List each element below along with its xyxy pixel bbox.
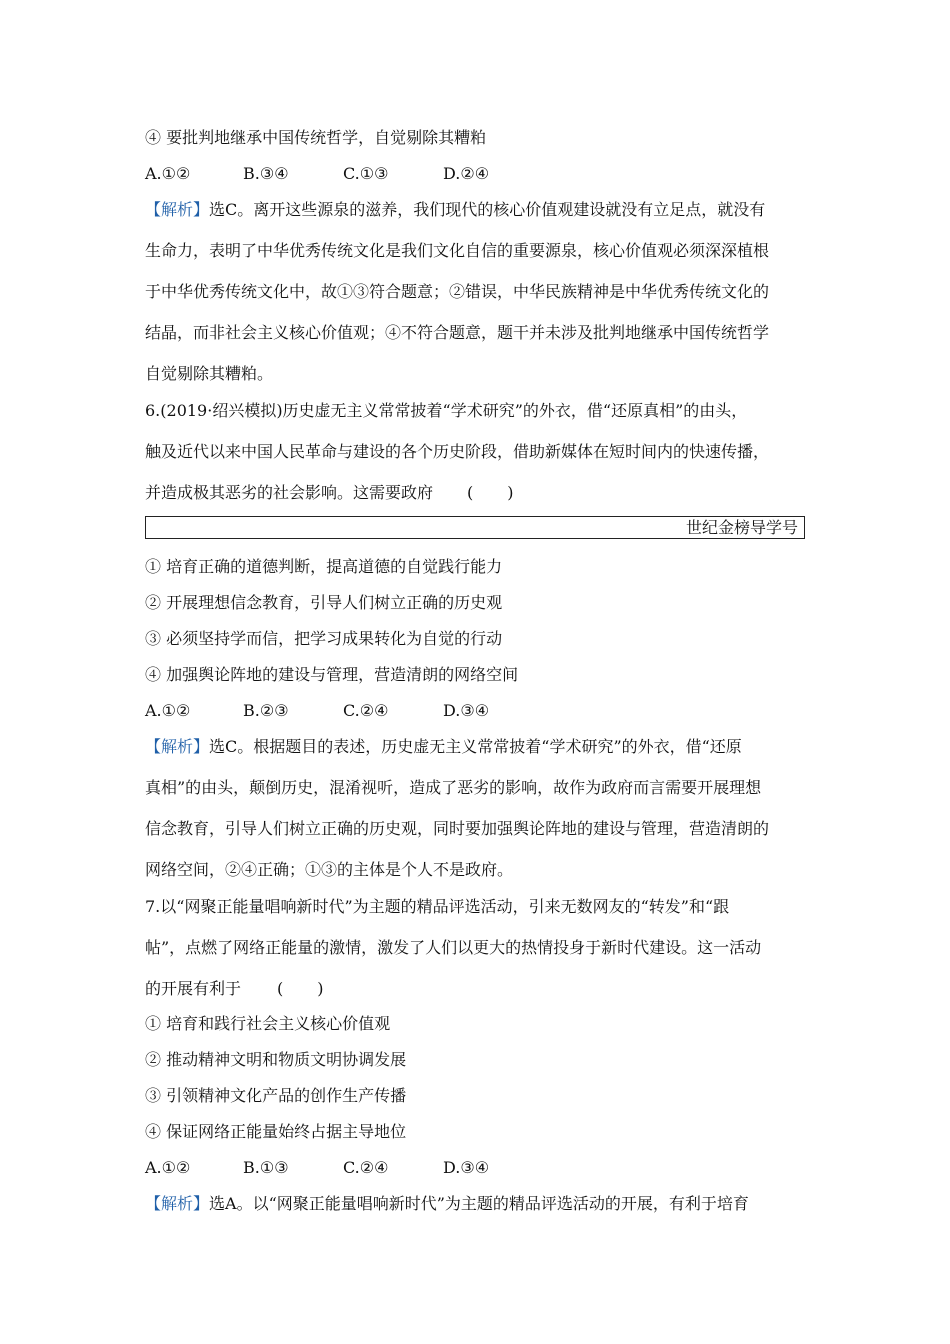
q6-item-4: ④ 加强舆论阵地的建设与管理，营造清朗的网络空间 [145, 665, 519, 684]
q5-option-a: A.①② [145, 164, 191, 183]
q7-stem-line-1: 7.以“网聚正能量唱响新时代”为主题的精品评选活动，引来无数网友的“转发”和“跟 [145, 897, 730, 916]
q6-option-d: D.③④ [443, 701, 490, 720]
q6-stem-line-2: 触及近代以来中国人民革命与建设的各个历史阶段，借助新媒体在短时间内的快速传播， [145, 442, 770, 461]
q6-option-b: B.②③ [243, 701, 289, 720]
answer-paren-left: ( [467, 483, 474, 502]
q5-option-c: C.①③ [343, 164, 389, 183]
q7-item-1: ① 培育和践行社会主义核心价值观 [145, 1014, 391, 1033]
q7-analysis-line-1: 【解析】选A。以“网聚正能量唱响新时代”为主题的精品评选活动的开展，有利于培育 [145, 1194, 749, 1213]
answer-paren-right: ) [317, 979, 324, 998]
q5-option-b: B.③④ [243, 164, 289, 183]
q7-option-d: D.③④ [443, 1158, 490, 1177]
q5-option-d: D.②④ [443, 164, 490, 183]
q6-analysis-line-3: 信念教育，引导人们树立正确的历史观，同时要加强舆论阵地的建设与管理，营造清朗的 [145, 819, 770, 838]
q6-item-1: ① 培育正确的道德判断，提高道德的自觉践行能力 [145, 557, 503, 576]
q7-item-3: ③ 引领精神文化产品的创作生产传播 [145, 1086, 407, 1105]
q6-analysis-line-4: 网络空间，②④正确；①③的主体是个人不是政府。 [145, 860, 514, 879]
analysis-tag: 【解析】 [145, 200, 210, 219]
q7-option-b: B.①③ [243, 1158, 289, 1177]
q6-stem-line-3: 并造成极其恶劣的社会影响。这需要政府 ( ) [145, 483, 514, 502]
q6-analysis-line-1: 【解析】选C。根据题目的表述，历史虚无主义常常披着“学术研究”的外衣，借“还原 [145, 737, 742, 756]
q5-analysis-line-4: 结晶，而非社会主义核心价值观；④不符合题意，题干并未涉及批判地继承中国传统哲学 [145, 323, 770, 342]
q7-item-4: ④ 保证网络正能量始终占据主导地位 [145, 1122, 407, 1141]
q5-analysis-line-1: 【解析】选C。离开这些源泉的滋养，我们现代的核心价值观建设就没有立足点，就没有 [145, 200, 766, 219]
q7-stem-line-3: 的开展有利于 ( ) [145, 979, 324, 998]
source-label-box [145, 516, 805, 539]
q7-option-c: C.②④ [343, 1158, 389, 1177]
q5-analysis-line-5: 自觉剔除其糟粕。 [145, 364, 274, 383]
analysis-tag: 【解析】 [145, 737, 210, 756]
q5-analysis-line-3: 于中华优秀传统文化中，故①③符合题意；②错误，中华民族精神是中华优秀传统文化的 [145, 282, 770, 301]
answer-paren-left: ( [277, 979, 284, 998]
q7-item-2: ② 推动精神文明和物质文明协调发展 [145, 1050, 407, 1069]
q6-item-2: ② 开展理想信念教育，引导人们树立正确的历史观 [145, 593, 503, 612]
q6-stem-line-1: 6.(2019·绍兴模拟)历史虚无主义常常披着“学术研究”的外衣，借“还原真相”的由头， [145, 401, 748, 420]
q6-option-c: C.②④ [343, 701, 389, 720]
q5-item-4: ④ 要批判地继承中国传统哲学，自觉剔除其糟粕 [145, 128, 487, 147]
q6-item-3: ③ 必须坚持学而信，把学习成果转化为自觉的行动 [145, 629, 503, 648]
analysis-tag: 【解析】 [145, 1194, 210, 1213]
source-label: 世纪金榜导学号 [685, 518, 798, 537]
q7-stem-line-2: 帖”，点燃了网络正能量的激情，激发了人们以更大的热情投身于新时代建设。这一活动 [145, 938, 762, 957]
q7-option-a: A.①② [145, 1158, 191, 1177]
q6-option-a: A.①② [145, 701, 191, 720]
q5-analysis-line-2: 生命力，表明了中华优秀传统文化是我们文化自信的重要源泉，核心价值观必须深深植根 [145, 241, 770, 260]
answer-paren-right: ) [507, 483, 514, 502]
q6-analysis-line-2: 真相”的由头，颠倒历史，混淆视听，造成了恶劣的影响，故作为政府而言需要开展理想 [145, 778, 762, 797]
